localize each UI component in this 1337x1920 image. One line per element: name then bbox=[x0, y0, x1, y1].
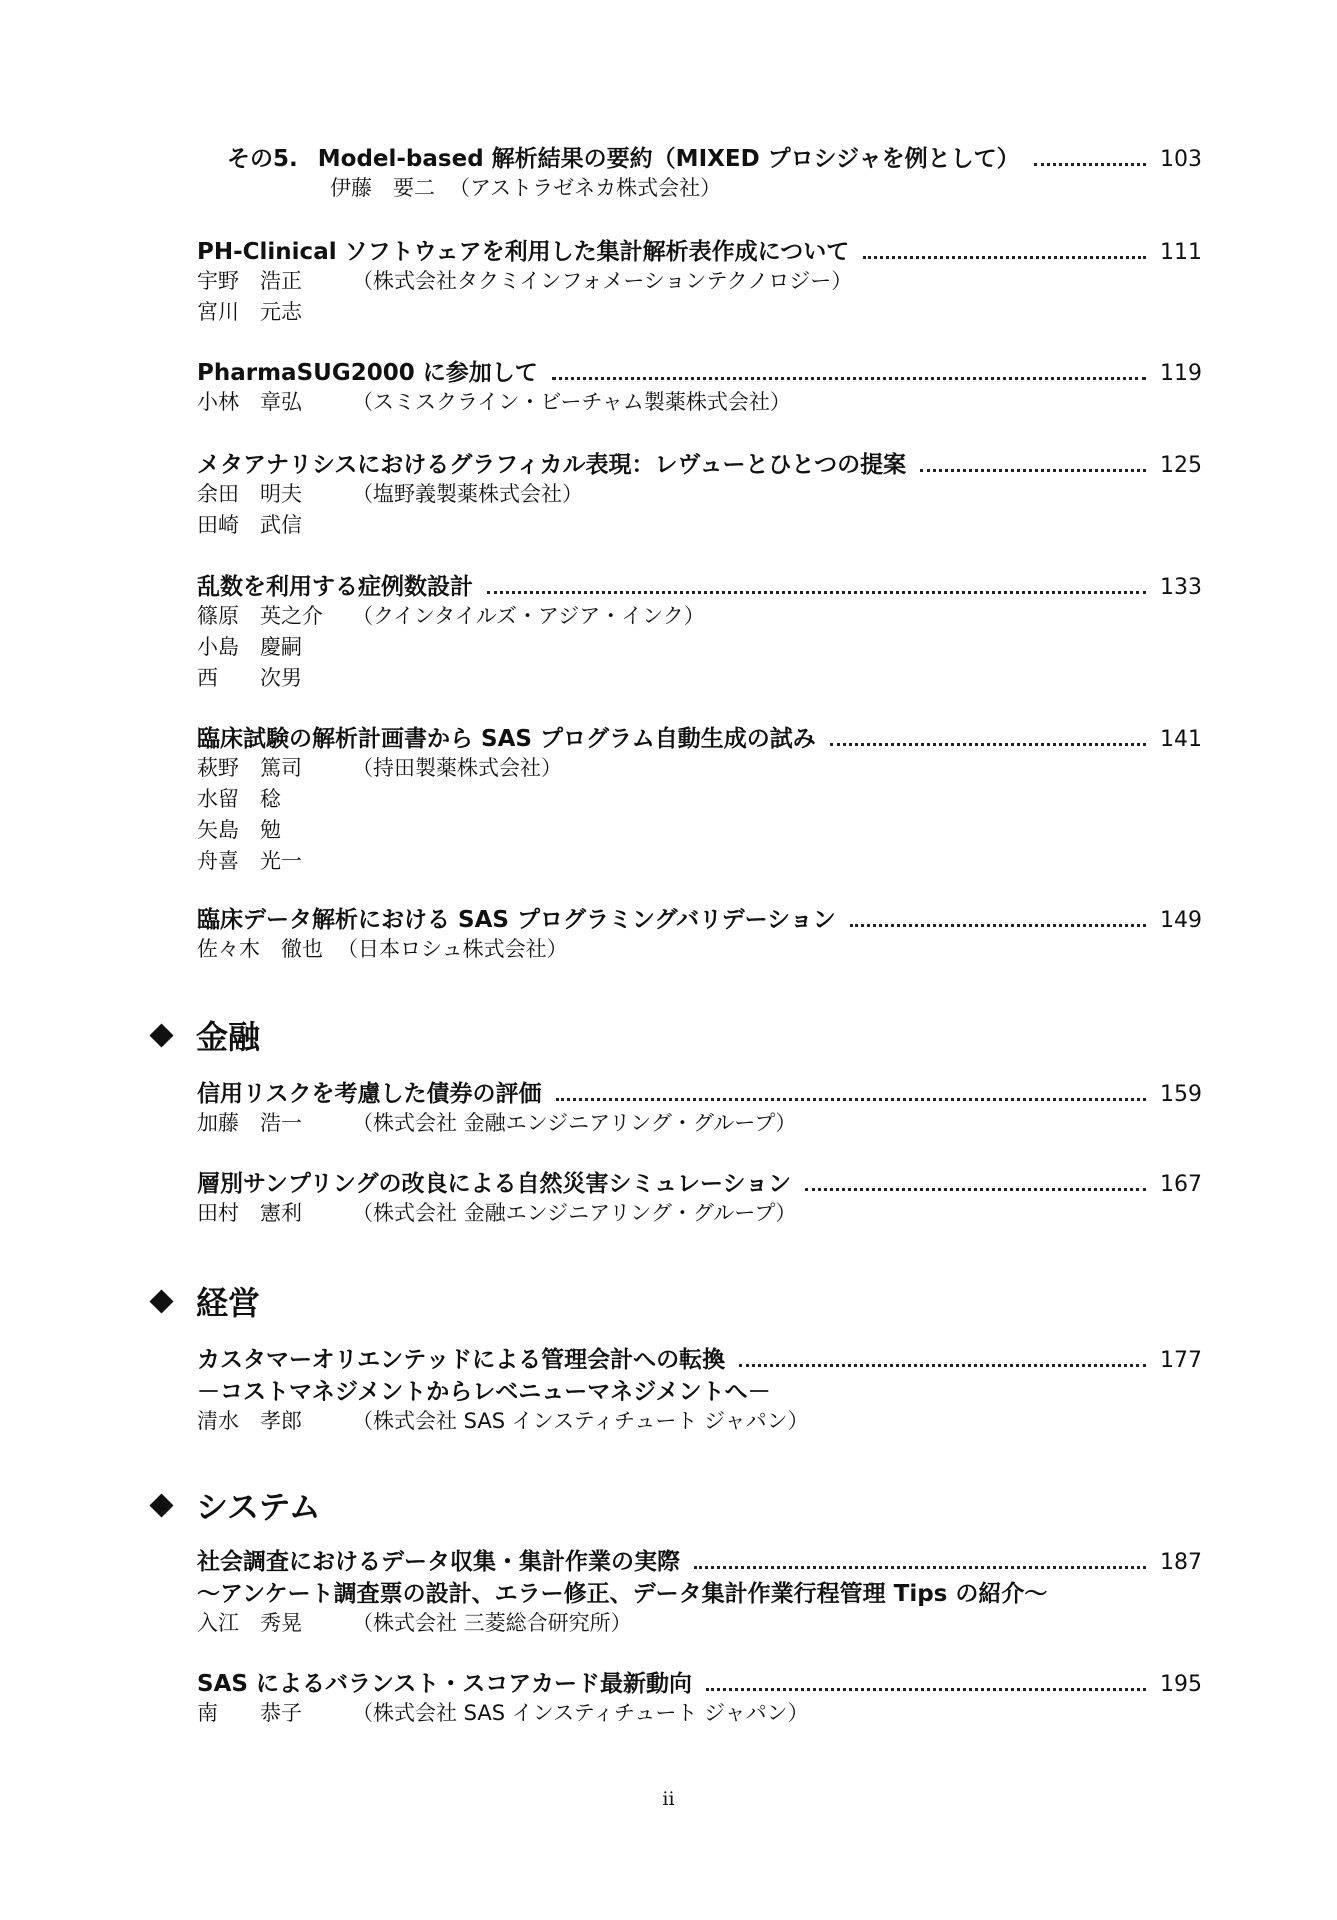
dot-leader bbox=[694, 1565, 1146, 1569]
toc-entry bbox=[197, 233, 1202, 327]
toc-entry bbox=[197, 1341, 1202, 1436]
toc-entry bbox=[197, 568, 1202, 693]
entry-author bbox=[197, 1697, 1202, 1728]
entry-author bbox=[197, 509, 1202, 540]
author-affiliation: （アストラゼネカ株式会社） bbox=[449, 176, 722, 200]
dot-leader bbox=[830, 742, 1146, 746]
author-name: 南 恭子 bbox=[197, 1701, 302, 1725]
toc-entry bbox=[197, 1543, 1202, 1638]
entry-title: 社会調査におけるデータ収集・集計作業の実際 bbox=[197, 1549, 680, 1575]
entry-title: SAS によるバランスト・スコアカード最新動向 bbox=[197, 1671, 693, 1697]
diamond-bullet-icon bbox=[149, 1289, 173, 1313]
entry-title-line bbox=[197, 1665, 1202, 1697]
dot-leader bbox=[556, 1097, 1146, 1101]
author-affiliation: （株式会社 金融エンジニアリング・グループ） bbox=[352, 1201, 797, 1225]
entry-title: カスタマーオリエンテッドによる管理会計への転換 bbox=[197, 1347, 726, 1373]
entry-author bbox=[197, 845, 1202, 876]
toc-entry bbox=[197, 1075, 1202, 1138]
entry-title: PharmaSUG2000 に参加して bbox=[197, 360, 538, 386]
entry-page-number: 125 bbox=[1160, 453, 1202, 478]
author-name: 篠原 英之介 bbox=[197, 604, 323, 628]
entry-title: Model-based 解析結果の要約（MIXED プロシジャを例として） bbox=[317, 146, 1020, 172]
author-affiliation: （クインタイルズ・アジア・インク） bbox=[352, 604, 705, 628]
entry-title-line bbox=[197, 1341, 1202, 1373]
toc-entry bbox=[197, 446, 1202, 540]
author-name: 佐々木 徹也 bbox=[197, 937, 323, 961]
diamond-bullet-icon bbox=[149, 1023, 173, 1047]
entry-author bbox=[197, 1197, 1202, 1228]
entry-title-line bbox=[197, 1543, 1202, 1575]
toc-entry bbox=[197, 140, 1202, 203]
entry-page-number: 177 bbox=[1160, 1348, 1202, 1373]
section-title: システム bbox=[196, 1488, 321, 1526]
toc-entry bbox=[197, 720, 1202, 876]
entry-author bbox=[197, 386, 1202, 417]
author-name: 清水 孝郎 bbox=[197, 1409, 302, 1433]
entry-title: 臨床試験の解析計画書から SAS プログラム自動生成の試み bbox=[197, 726, 816, 752]
author-name: 田村 憲利 bbox=[197, 1201, 302, 1225]
entry-title-line bbox=[197, 233, 1202, 265]
dot-leader bbox=[739, 1363, 1146, 1367]
author-affiliation: （塩野義製薬株式会社） bbox=[352, 482, 583, 506]
entry-author bbox=[197, 814, 1202, 845]
entry-page-number: 141 bbox=[1160, 727, 1202, 752]
author-affiliation: （日本ロシュ株式会社） bbox=[337, 937, 568, 961]
entry-subtitle: －コストマネジメントからレベニューマネジメントへ－ bbox=[197, 1379, 771, 1405]
dot-leader bbox=[552, 376, 1146, 380]
entry-page-number: 195 bbox=[1160, 1672, 1202, 1697]
author-affiliation: （株式会社 金融エンジニアリング・グループ） bbox=[352, 1111, 797, 1135]
toc-entry bbox=[197, 1665, 1202, 1728]
author-affiliation: （株式会社 SAS インスティチュート ジャパン） bbox=[352, 1409, 809, 1433]
author-name: 田崎 武信 bbox=[197, 513, 302, 537]
entry-page-number: 149 bbox=[1160, 908, 1202, 933]
entry-page-number: 103 bbox=[1160, 147, 1202, 172]
entry-page-number: 111 bbox=[1160, 240, 1202, 265]
entry-title: メタアナリシスにおけるグラフィカル表現：レヴューとひとつの提案 bbox=[197, 452, 907, 478]
entry-author bbox=[197, 1405, 1202, 1436]
dot-leader bbox=[1034, 162, 1146, 166]
author-name: 余田 明夫 bbox=[197, 482, 302, 506]
entry-author bbox=[197, 265, 1202, 296]
author-affiliation: （スミスクライン・ビーチャム製薬株式会社） bbox=[352, 390, 791, 414]
entry-title-line bbox=[197, 1075, 1202, 1107]
entry-author bbox=[197, 1107, 1202, 1138]
author-name: 萩野 篤司 bbox=[197, 756, 302, 780]
entry-page-number: 133 bbox=[1160, 575, 1202, 600]
entry-author bbox=[197, 296, 1202, 327]
entry-author bbox=[197, 1607, 1202, 1638]
entry-prefix: その5. bbox=[227, 146, 298, 172]
toc-entry bbox=[197, 901, 1202, 964]
entry-title: 信用リスクを考慮した債券の評価 bbox=[197, 1081, 542, 1107]
entry-title-line bbox=[197, 354, 1202, 386]
author-name: 舟喜 光一 bbox=[197, 849, 302, 873]
section-heading bbox=[153, 1012, 260, 1058]
entry-author bbox=[197, 478, 1202, 509]
dot-leader bbox=[706, 1687, 1146, 1691]
entry-page-number: 159 bbox=[1160, 1082, 1202, 1107]
author-name: 伊藤 要二 bbox=[330, 176, 435, 200]
author-name: 西 次男 bbox=[197, 666, 302, 690]
section-title: 経営 bbox=[196, 1284, 261, 1322]
entry-author bbox=[197, 172, 1202, 203]
entry-title-line bbox=[197, 901, 1202, 933]
dot-leader bbox=[487, 590, 1146, 594]
entry-author bbox=[197, 752, 1202, 783]
entry-title-line bbox=[197, 140, 1202, 172]
author-affiliation: （持田製薬株式会社） bbox=[352, 756, 562, 780]
author-name: 宇野 浩正 bbox=[197, 269, 302, 293]
entry-title-line bbox=[197, 568, 1202, 600]
section-title: 金融 bbox=[196, 1018, 261, 1056]
author-name: 小島 慶嗣 bbox=[197, 635, 302, 659]
page-footer-number: ii bbox=[662, 1788, 675, 1810]
entry-title-line bbox=[197, 720, 1202, 752]
entry-title: 乱数を利用する症例数設計 bbox=[197, 574, 473, 600]
entry-author bbox=[197, 662, 1202, 693]
section-heading bbox=[153, 1482, 321, 1528]
entry-author bbox=[197, 783, 1202, 814]
toc-entry bbox=[197, 1165, 1202, 1228]
author-affiliation: （株式会社タクミインフォメーションテクノロジー） bbox=[352, 269, 853, 293]
entry-page-number: 167 bbox=[1160, 1172, 1202, 1197]
author-name: 宮川 元志 bbox=[197, 300, 302, 324]
toc-entry bbox=[197, 354, 1202, 417]
dot-leader bbox=[863, 255, 1146, 259]
author-affiliation: （株式会社 SAS インスティチュート ジャパン） bbox=[352, 1701, 809, 1725]
diamond-bullet-icon bbox=[149, 1493, 173, 1517]
entry-author bbox=[197, 600, 1202, 631]
entry-title: PH-Clinical ソフトウェアを利用した集計解析表作成について bbox=[197, 239, 850, 265]
author-name: 矢島 勉 bbox=[197, 818, 281, 842]
entry-subtitle: ～アンケート調査票の設計、エラー修正、データ集計作業行程管理 Tips の紹介～ bbox=[197, 1581, 1048, 1607]
dot-leader bbox=[850, 923, 1146, 927]
entry-title-line bbox=[197, 446, 1202, 478]
author-affiliation: （株式会社 三菱総合研究所） bbox=[352, 1611, 632, 1635]
entry-page-number: 187 bbox=[1160, 1550, 1202, 1575]
author-name: 水留 稔 bbox=[197, 787, 281, 811]
entry-page-number: 119 bbox=[1160, 361, 1202, 386]
author-name: 入江 秀晃 bbox=[197, 1611, 302, 1635]
author-name: 加藤 浩一 bbox=[197, 1111, 302, 1135]
author-name: 小林 章弘 bbox=[197, 390, 302, 414]
entry-title: 層別サンプリングの改良による自然災害シミュレーション bbox=[197, 1171, 792, 1197]
entry-title-line bbox=[197, 1165, 1202, 1197]
dot-leader bbox=[920, 468, 1146, 472]
entry-author bbox=[197, 933, 1202, 964]
entry-title: 臨床データ解析における SAS プログラミングバリデーション bbox=[197, 907, 836, 933]
dot-leader bbox=[805, 1187, 1146, 1191]
section-heading bbox=[153, 1278, 260, 1324]
entry-author bbox=[197, 631, 1202, 662]
